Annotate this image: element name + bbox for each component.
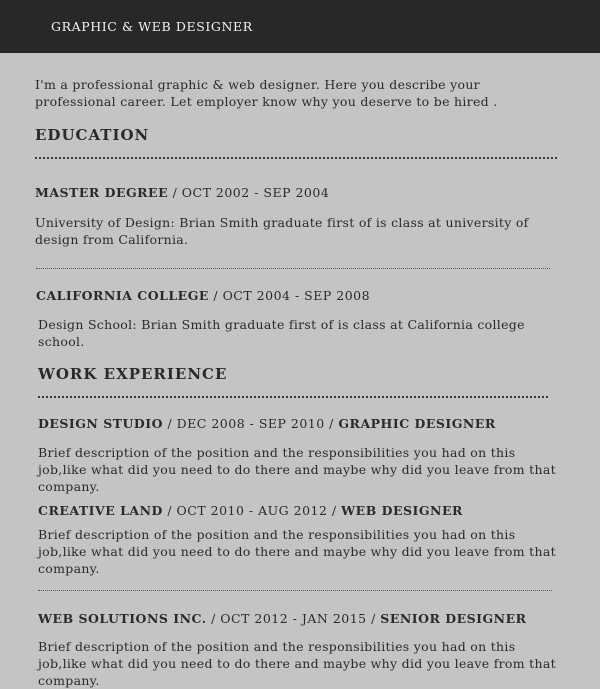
- work-entry-desc: Brief description of the position and the responsibilities you had on this job,like what did you need to do there and maybe why did you leave from that company.: [38, 527, 556, 576]
- education-entry-name: CALIFORNIA COLLEGE: [36, 288, 209, 303]
- work-entry-title: [38, 503, 463, 518]
- work-entry-company: CREATIVE LAND: [38, 503, 163, 518]
- work-entry-company: WEB SOLUTIONS INC.: [38, 611, 207, 626]
- work-entry-desc: Brief description of the position and the responsibilities you had on this job,like what did you need to do there and maybe why did you leave from that company.: [38, 639, 556, 688]
- work-entry-title: [38, 416, 496, 431]
- work-entry-position: GRAPHIC DESIGNER: [338, 416, 496, 431]
- work-entry-dates: / DEC 2008 - SEP 2010 /: [163, 416, 339, 431]
- work-entry-title: [38, 611, 527, 626]
- education-divider: [35, 157, 557, 159]
- work-entry-desc: Brief description of the position and the responsibilities you had on this job,like what did you need to do there and maybe why did you leave from that company.: [38, 445, 556, 494]
- intro-text: I'm a professional graphic & web designer. Here you describe your professional career. Let employer know why you deserve to be hired .: [35, 77, 498, 109]
- resume-header: [0, 0, 600, 53]
- education-heading: EDUCATION: [35, 126, 150, 144]
- work-entry-dates: / OCT 2012 - JAN 2015 /: [206, 611, 381, 626]
- education-entry-divider: [36, 268, 550, 269]
- work-experience-heading: WORK EXPERIENCE: [38, 365, 228, 383]
- education-entry-name: MASTER DEGREE: [35, 185, 169, 200]
- work-entry-position: SENIOR DESIGNER: [380, 611, 527, 626]
- education-entry-dates: / OCT 2002 - SEP 2004: [168, 185, 330, 200]
- education-entry-desc: University of Design: Brian Smith graduate first of is class at university of design from California.: [35, 215, 529, 247]
- education-entry-desc: Design School: Brian Smith graduate first of is class at California college school.: [38, 317, 525, 349]
- education-entry-title: [36, 288, 370, 303]
- work-entry-position: WEB DESIGNER: [341, 503, 463, 518]
- work-entry-dates: / OCT 2010 - AUG 2012 /: [162, 503, 342, 518]
- education-entry-title: [35, 185, 329, 200]
- job-role-title: GRAPHIC & WEB DESIGNER: [51, 19, 253, 34]
- work-entry-company: DESIGN STUDIO: [38, 416, 163, 431]
- work-experience-divider: [38, 396, 548, 398]
- work-entry-divider: [38, 590, 552, 591]
- education-entry-dates: / OCT 2004 - SEP 2008: [208, 288, 371, 303]
